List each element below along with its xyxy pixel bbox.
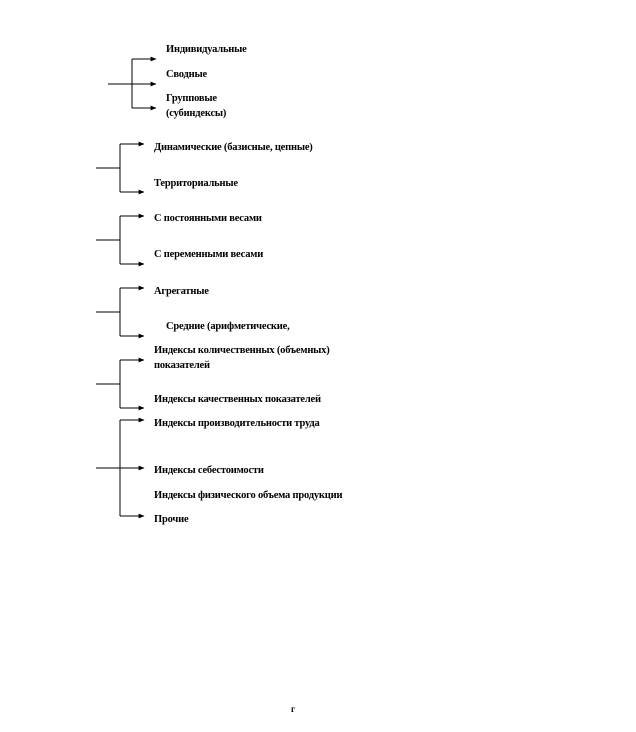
label-territorial: Территориальные — [154, 178, 238, 189]
label-other: Прочие — [154, 514, 189, 525]
label-aggregate: Агрегатные — [154, 286, 209, 297]
label-summary: Сводные — [166, 69, 207, 80]
label-dynamic: Динамические (базисные, цепные) — [154, 142, 313, 153]
label-individual: Индивидуальные — [166, 44, 247, 55]
connector-group-4 — [96, 288, 144, 336]
connector-group-2 — [96, 144, 144, 192]
label-constant-weights: С постоянными весами — [154, 213, 262, 224]
label-physical-volume: Индексы физического объема продукции — [154, 490, 343, 501]
page-footer-mark: г — [291, 704, 296, 714]
label-average: Средние (арифметические, — [166, 321, 290, 332]
label-labor-productivity: Индексы производительности труда — [154, 418, 320, 429]
label-quantitative-indices: Индексы количественных (объемных) показателей — [154, 345, 330, 371]
label-variable-weights: С переменными весами — [154, 249, 264, 260]
label-qualitative-indices: Индексы качественных показателей — [154, 394, 321, 405]
connector-group-3 — [96, 216, 144, 264]
connector-group-6 — [96, 420, 144, 516]
label-cost-price: Индексы себестоимости — [154, 465, 264, 476]
connector-group-5 — [96, 360, 144, 408]
connector-group-1 — [108, 59, 156, 108]
label-group-subindices: Групповые (субиндексы) — [166, 93, 227, 119]
